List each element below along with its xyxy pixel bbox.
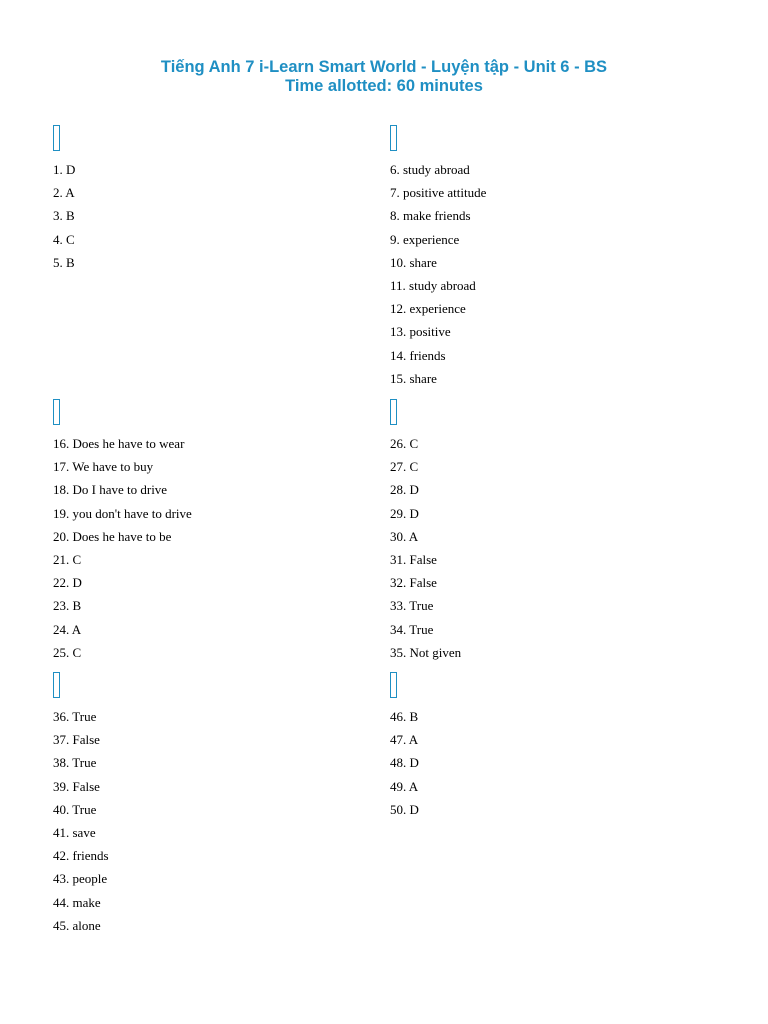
answer-section-6 <box>390 672 419 821</box>
section-marker-icon <box>390 672 397 698</box>
time-allotted: Time allotted: 60 minutes <box>285 77 483 95</box>
answer-item: 21. C <box>53 551 82 567</box>
answer-item: 14. friends <box>390 347 446 363</box>
answer-item: 37. False <box>53 732 100 748</box>
answer-item: 18. Do I have to drive <box>53 482 168 498</box>
answer-item: 47. A <box>390 732 419 748</box>
section-marker-icon <box>53 672 60 698</box>
answer-item: 39. False <box>53 778 100 794</box>
answer-section-2 <box>390 125 486 390</box>
answer-item: 1. D <box>53 162 76 177</box>
answer-item: 49. A <box>390 778 419 794</box>
answer-section-5 <box>53 672 109 937</box>
answer-item: 30. A <box>390 528 419 544</box>
answer-item: 36. True <box>53 709 97 724</box>
answer-item: 42. friends <box>53 848 109 864</box>
answer-item: 9. experience <box>390 231 460 247</box>
answer-item: 38. True <box>53 755 97 771</box>
answer-list <box>390 158 486 390</box>
answer-item: 26. C <box>390 436 419 451</box>
answer-section-4 <box>390 399 461 664</box>
answer-item: 24. A <box>53 621 82 637</box>
answer-item: 12. experience <box>390 301 466 317</box>
document-title: Tiếng Anh 7 i-Learn Smart World - Luyện tập - Unit 6 - BS <box>160 58 608 76</box>
section-marker-icon <box>390 125 397 151</box>
answer-item: 17. We have to buy <box>53 459 154 475</box>
answer-item: 5. B <box>53 254 75 270</box>
answer-item: 29. D <box>390 505 419 521</box>
answer-item: 6. study abroad <box>390 162 470 177</box>
section-marker-icon <box>53 125 60 151</box>
answer-item: 43. people <box>53 871 108 887</box>
answer-item: 41. save <box>53 824 96 840</box>
answer-item: 20. Does he have to be <box>53 528 172 544</box>
answer-item: 19. you don't have to drive <box>53 505 192 521</box>
answer-item: 45. alone <box>53 917 101 933</box>
answer-list <box>53 432 192 664</box>
answer-item: 34. True <box>390 621 434 637</box>
answer-item: 2. A <box>53 185 75 201</box>
answer-section-1 <box>53 125 75 274</box>
answer-item: 4. C <box>53 231 75 247</box>
answer-item: 32. False <box>390 575 437 591</box>
answer-item: 40. True <box>53 801 97 817</box>
section-marker-icon <box>53 399 60 425</box>
answer-section-3 <box>53 399 192 664</box>
answer-item: 28. D <box>390 482 419 498</box>
answer-item: 10. share <box>390 254 437 270</box>
answer-item: 7. positive attitude <box>390 185 487 201</box>
answer-item: 15. share <box>390 370 437 386</box>
answer-item: 33. True <box>390 598 434 614</box>
answer-item: 25. C <box>53 644 82 660</box>
answer-item: 23. B <box>53 598 82 614</box>
answer-item: 44. make <box>53 894 101 910</box>
answer-item: 27. C <box>390 459 419 475</box>
answer-list <box>390 432 461 664</box>
answer-item: 46. B <box>390 709 419 724</box>
section-marker-icon <box>390 399 397 425</box>
answer-item: 31. False <box>390 551 437 567</box>
answer-item: 3. B <box>53 208 75 224</box>
answer-item: 11. study abroad <box>390 277 476 293</box>
answer-list <box>390 705 419 821</box>
answer-item: 22. D <box>53 575 82 591</box>
answer-item: 13. positive <box>390 324 451 340</box>
answer-item: 50. D <box>390 801 419 817</box>
answer-list <box>53 705 109 937</box>
answer-item: 8. make friends <box>390 208 471 224</box>
answer-item: 35. Not given <box>390 644 462 660</box>
document-header <box>0 58 768 96</box>
answer-list <box>53 158 75 274</box>
answer-item: 48. D <box>390 755 419 771</box>
answer-item: 16. Does he have to wear <box>53 436 185 451</box>
